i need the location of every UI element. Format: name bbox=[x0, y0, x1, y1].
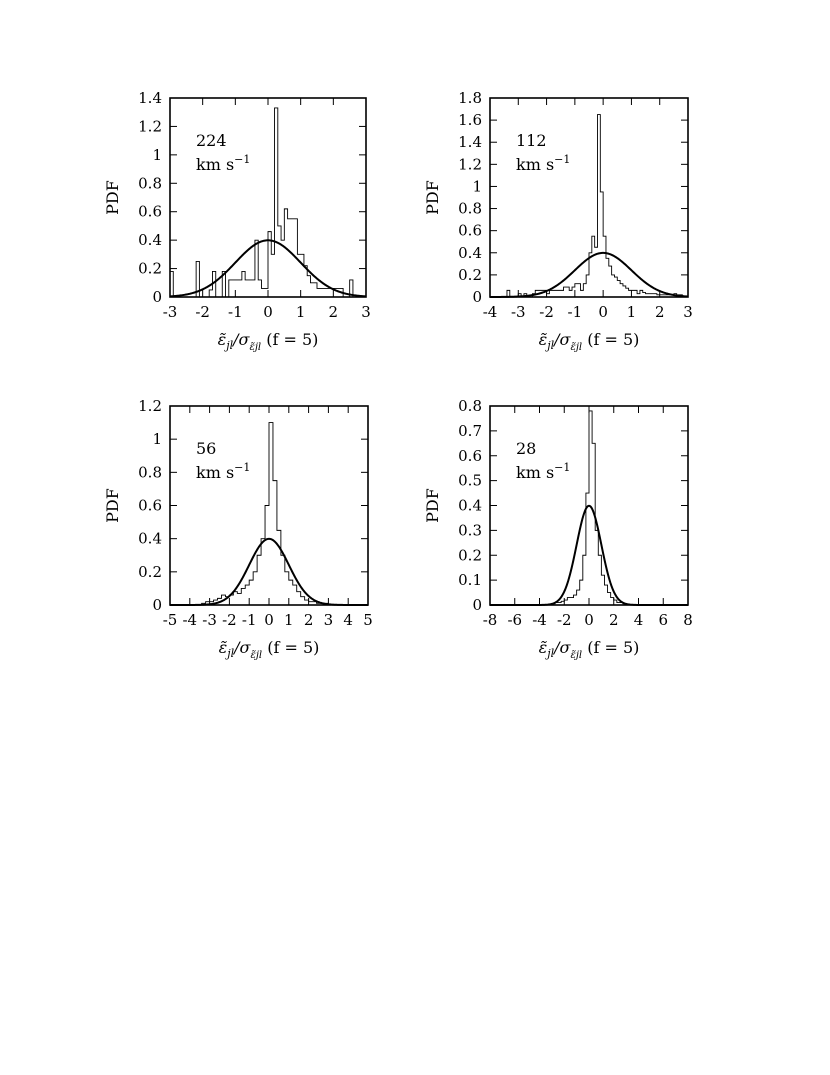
y-tick-label: 0.2 bbox=[458, 546, 482, 565]
y-tick-label: 1.6 bbox=[458, 111, 482, 130]
x-tick-label: 3 bbox=[323, 611, 334, 629]
x-tick-label: -2 bbox=[222, 611, 237, 629]
y-tick-label: 1 bbox=[152, 145, 162, 164]
annotation-value: 56 bbox=[196, 439, 217, 458]
x-tick-label: 4 bbox=[343, 611, 353, 629]
annotation-unit: km $s^{-1}$ bbox=[516, 461, 571, 482]
x-axis-label: $\varepsiloñ_{jl}/\sigma_{\varepsiloñjl}$ (f = 5) bbox=[538, 330, 640, 353]
chart-panel-2 bbox=[423, 89, 693, 353]
annotation-value: 112 bbox=[516, 131, 547, 150]
histogram-series bbox=[202, 423, 329, 605]
y-tick-label: 1.4 bbox=[458, 133, 482, 152]
annotation-value: 28 bbox=[516, 439, 537, 458]
annotation-value: 224 bbox=[196, 131, 227, 150]
histogram-series bbox=[552, 411, 626, 605]
y-tick-label: 1.2 bbox=[458, 155, 482, 174]
x-tick-label: 8 bbox=[683, 611, 693, 629]
y-axis-label: PDF bbox=[103, 180, 122, 215]
x-tick-label: -2 bbox=[539, 303, 554, 321]
x-tick-label: 5 bbox=[363, 611, 373, 629]
x-tick-label: -2 bbox=[195, 303, 210, 321]
x-tick-label: 1 bbox=[295, 303, 306, 321]
y-tick-label: 0.8 bbox=[458, 397, 482, 415]
y-axis-label: PDF bbox=[423, 488, 442, 523]
chart-panel-1 bbox=[103, 89, 371, 353]
x-tick-label: 4 bbox=[633, 611, 644, 629]
x-tick-label: 3 bbox=[683, 303, 693, 321]
y-tick-label: 1 bbox=[472, 177, 482, 196]
y-tick-label: 1.2 bbox=[138, 117, 162, 136]
annotation-unit: km $s^{-1}$ bbox=[516, 153, 571, 174]
x-tick-label: 0 bbox=[263, 303, 273, 321]
y-tick-label: 0.4 bbox=[458, 243, 482, 262]
annotation-unit: km $s^{-1}$ bbox=[196, 153, 251, 174]
y-tick-label: 0.8 bbox=[138, 174, 162, 193]
x-tick-label: -2 bbox=[556, 611, 572, 629]
y-tick-label: 0.3 bbox=[458, 521, 482, 540]
x-tick-label: -5 bbox=[162, 611, 178, 629]
y-axis-label: PDF bbox=[423, 180, 442, 215]
y-tick-label: 0 bbox=[152, 596, 162, 614]
y-tick-label: 0 bbox=[472, 288, 482, 306]
y-tick-label: 0.4 bbox=[138, 231, 162, 250]
y-tick-label: 0.6 bbox=[458, 221, 482, 240]
x-tick-label: 0 bbox=[598, 303, 608, 321]
x-tick-label: -4 bbox=[182, 611, 198, 629]
x-tick-label: -4 bbox=[532, 611, 547, 629]
x-tick-label: 1 bbox=[626, 303, 637, 321]
y-tick-label: 0.7 bbox=[458, 421, 482, 440]
x-axis-label: $\varepsiloñ_{jl}/\sigma_{\varepsiloñjl}$ (f = 5) bbox=[538, 638, 640, 661]
x-tick-label: 6 bbox=[658, 611, 669, 629]
x-tick-label: 3 bbox=[361, 303, 371, 321]
x-axis-label: $\varepsiloñ_{jl}/\sigma_{\varepsiloñjl}$ (f = 5) bbox=[217, 330, 319, 353]
x-tick-label: 0 bbox=[264, 611, 274, 629]
y-tick-label: 1.8 bbox=[458, 89, 482, 107]
y-tick-label: 0.6 bbox=[138, 202, 162, 221]
x-tick-label: -1 bbox=[241, 611, 257, 629]
y-tick-label: 0.4 bbox=[458, 496, 482, 515]
y-tick-label: 0 bbox=[472, 596, 482, 614]
gaussian-curve bbox=[490, 506, 688, 605]
y-tick-label: 0.5 bbox=[458, 471, 482, 490]
y-axis-label: PDF bbox=[103, 488, 122, 523]
x-tick-label: -3 bbox=[510, 303, 526, 321]
y-tick-label: 0 bbox=[152, 288, 162, 306]
y-tick-label: 0.1 bbox=[458, 571, 482, 590]
y-tick-label: 1.4 bbox=[138, 89, 162, 107]
x-tick-label: 2 bbox=[654, 303, 665, 321]
annotation-unit: km $s^{-1}$ bbox=[196, 461, 251, 482]
x-tick-label: -4 bbox=[482, 303, 498, 321]
y-tick-label: 0.2 bbox=[138, 259, 162, 278]
chart-panel-4 bbox=[423, 397, 693, 661]
x-tick-label: -6 bbox=[507, 611, 523, 629]
x-tick-label: 2 bbox=[608, 611, 619, 629]
x-tick-label: -3 bbox=[202, 611, 217, 629]
y-tick-label: 1.2 bbox=[138, 397, 162, 415]
gaussian-curve bbox=[170, 539, 368, 605]
y-tick-label: 0.2 bbox=[458, 265, 482, 284]
y-tick-label: 1 bbox=[152, 430, 162, 449]
chart-panel-3 bbox=[103, 397, 373, 661]
x-tick-label: -1 bbox=[228, 303, 243, 321]
x-tick-label: -3 bbox=[162, 303, 178, 321]
y-tick-label: 0.8 bbox=[138, 463, 162, 482]
y-tick-label: 0.2 bbox=[138, 562, 162, 581]
x-tick-label: 2 bbox=[328, 303, 339, 321]
y-tick-label: 0.6 bbox=[138, 496, 162, 515]
x-tick-label: 2 bbox=[303, 611, 314, 629]
y-tick-label: 0.6 bbox=[458, 446, 482, 465]
y-tick-label: 0.4 bbox=[138, 529, 162, 548]
y-tick-label: 0.8 bbox=[458, 199, 482, 218]
x-axis-label: $\varepsiloñ_{jl}/\sigma_{\varepsiloñjl}$ (f = 5) bbox=[218, 638, 320, 661]
x-tick-label: 1 bbox=[284, 611, 294, 629]
x-tick-label: -8 bbox=[482, 611, 498, 629]
x-tick-label: 0 bbox=[584, 611, 594, 629]
x-tick-label: -1 bbox=[567, 303, 583, 321]
